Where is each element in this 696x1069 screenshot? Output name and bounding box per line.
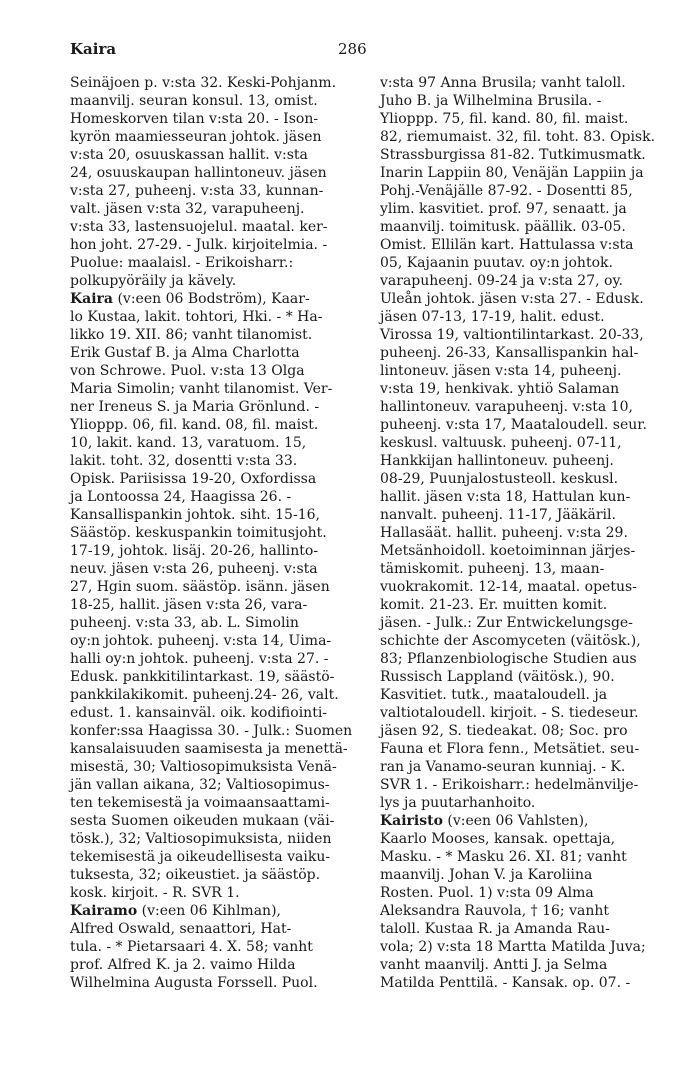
text-line: Alfred Oswald, senaattori, Hat- [70,921,292,937]
text-line: pankkilakikomit. puheenj.24- 26, valt. [70,687,339,703]
entry-headword: Kairisto [380,813,443,829]
text-line: Masku. - * Masku 26. XI. 81; vanht [380,849,627,865]
text-line: Säästöp. keskuspankin toimitusjoht. [70,525,327,541]
text-line: Kasvitiet. tutk., maataloudell. ja [380,687,608,703]
text-line: 24, osuuskaupan hallintoneuv. jäsen [70,165,327,181]
text-line: lakit. toht. 32, dosentti v:sta 33. [70,453,298,469]
text-line: Pohj.-Venäjälle 87-92. - Dosentti 85, [380,183,633,199]
entry-headword: Kaira [70,291,114,307]
text-line: Maria Simolin; vanht tilanomist. Ver- [70,381,333,397]
text-line: oy:n johtok. puheenj. v:sta 14, Uima- [70,633,332,649]
right-column [380,74,682,992]
text-line: 83; Pflanzenbiologische Studien aus [380,651,637,667]
text-line: kansalaisuuden saamisesta ja menettä- [70,741,348,757]
text-line: lintoneuv. jäsen v:sta 14, puheenj. [380,363,622,379]
text-line: maanvilj. toimitusk. päällik. 03-05. [380,219,626,235]
text-line: 27, Hgin suom. säästöp. isänn. jäsen [70,579,330,595]
text-line: ja Lontoossa 24, Haagissa 26. - [70,489,292,505]
text-line: valt. jäsen v:sta 32, varapuheenj. [70,201,305,217]
text-line: vola; 2) v:sta 18 Martta Matilda Juva; [380,939,646,955]
text-line: Russisch Lappland (väitösk.), 90. [380,669,615,685]
text-line: jän vallan aikana, 32; Valtiosopimus- [70,777,330,793]
text-line: konfer:ssa Haagissa 30. - Julk.: Suomen [70,723,353,739]
text-line: prof. Alfred K. ja 2. vaimo Hilda [70,957,296,973]
text-line: lys ja puutarhanhoito. [380,795,536,811]
text-line: puheenj. v:sta 17, Maataloudell. seur. [380,417,647,433]
text-line: kyrön maamiesseuran johtok. jäsen [70,129,322,145]
text-line: lo Kustaa, lakit. tohtori, Hki. - * Ha- [70,309,323,325]
text-line: 08-29, Puunjalostusteoll. keskusl. [380,471,619,487]
text-line: tekemisestä ja oikeudellisesta vaiku- [70,849,331,865]
text-line: Kansallispankin johtok. siht. 15-16, [70,507,320,523]
text-line: tuksesta, 32; oikeustiet. ja säästöp. [70,867,321,883]
entry-headword: Kairamo [70,903,138,919]
text-line: ylim. kasvitiet. prof. 97, senaatt. ja [380,201,627,217]
running-head: Kaira [70,40,117,58]
text-line: Kaarlo Mooses, kansak. opettaja, [380,831,616,847]
text-line: Metsänhoidoll. koetoiminnan järjes- [380,543,636,559]
text-line: SVR 1. - Erikoisharr.: hedelmänvilje- [380,777,639,793]
text-line: misestä, 30; Valtiosopimuksista Venä- [70,759,337,775]
text-line: puheenj. 26-33, Kansallispankin hal- [380,345,639,361]
text-line: Seinäjoen p. v:sta 32. Keski-Pohjanm. [70,75,337,91]
text-line: ten tekemisestä ja voimaansaattami- [70,795,330,811]
text-line: taloll. Kustaa R. ja Amanda Rau- [380,921,610,937]
text-line: v:sta 97 Anna Brusila; vanht taloll. [380,75,626,91]
text-line: maanvilj. Johan V. ja Karoliina [380,867,593,883]
text-line: sesta Suomen oikeuden mukaan (väi- [70,813,335,829]
text-line: jäsen. - Julk.: Zur Entwickelungsge- [380,615,633,631]
text-line: Ylioppp. 06, fil. kand. 08, fil. maist. [70,417,319,433]
text-line: ner Ireneus S. ja Maria Grönlund. - [70,399,320,415]
text-line: komit. 21-23. Er. muitten komit. [380,597,608,613]
text-line: vuokrakomit. 12-14, maatal. opetus- [380,579,637,595]
page-header [70,40,682,66]
text-line: likko 19. XII. 86; vanht tilanomist. [70,327,313,343]
page-number: 286 [338,40,367,58]
text-line: Kairamo (v:een 06 Kihlman), [70,903,281,919]
text-line: Wilhelmina Augusta Forssell. Puol. [70,975,318,991]
text-line: Opisk. Pariisissa 19-20, Oxfordissa [70,471,317,487]
text-line: Hankkijan hallintoneuv. puheenj. [380,453,614,469]
text-line: valtiotaloudell. kirjoit. - S. tiedeseur. [380,705,639,721]
text-line: Uleån johtok. jäsen v:sta 27. - Edusk. [380,291,644,307]
text-line: maanvilj. seuran konsul. 13, omist. [70,93,318,109]
text-line: 10, lakit. kand. 13, varatuom. 15, [70,435,307,451]
text-line: tula. - * Pietarsaari 4. X. 58; vanht [70,939,313,955]
text-line: 05, Kajaanin puutav. oy:n johtok. [380,255,613,271]
text-line: 18-25, hallit. jäsen v:sta 26, vara- [70,597,308,613]
text-line: puheenj. v:sta 33, ab. L. Simolin [70,615,299,631]
text-line: hon joht. 27-29. - Julk. kirjoitelmia. - [70,237,328,253]
text-line: 82, riemumaist. 32, fil. toht. 83. Opisk. [380,129,656,145]
text-line: nanvalt. puheenj. 11-17, Jääkäril. [380,507,616,523]
text-line: varapuheenj. 09-24 ja v:sta 27, oy. [380,273,623,289]
text-line: neuv. jäsen v:sta 26, puheenj. v:sta [70,561,318,577]
text-line: v:sta 33, lastensuojelul. maatal. ker- [70,219,328,235]
text-line: Matilda Penttilä. - Kansak. op. 07. - [380,975,631,991]
text-line: Ylioppp. 75, fil. kand. 80, fil. maist. [380,111,629,127]
text-line: ran ja Vanamo-seuran kunniaj. - K. [380,759,626,775]
text-line: v:sta 20, osuuskassan hallit. v:sta [70,147,308,163]
text-line: schichte der Ascomyceten (väitösk.), [380,633,641,649]
text-line: halli oy:n johtok. puheenj. v:sta 27. - [70,651,329,667]
text-line: edust. 1. kansainväl. oik. kodifiointi- [70,705,328,721]
text-line: Erik Gustaf B. ja Alma Charlotta [70,345,300,361]
text-line: jäsen 07-13, 17-19, halit. edust. [380,309,605,325]
text-line: polkupyöräily ja kävely. [70,273,237,289]
text-line: v:sta 27, puheenj. v:sta 33, kunnan- [70,183,324,199]
left-column [70,74,370,992]
text-line: Hallasäät. hallit. puheenj. v:sta 29. [380,525,628,541]
text-line: hallintoneuv. varapuheenj. v:sta 10, [380,399,633,415]
text-line: 17-19, johtok. lisäj. 20-26, hallinto- [70,543,319,559]
text-line: Homeskorven tilan v:sta 20. - Ison- [70,111,319,127]
text-line: hallit. jäsen v:sta 18, Hattulan kun- [380,489,631,505]
text-line: kosk. kirjoit. - R. SVR 1. [70,885,240,901]
text-line: tämiskomit. puheenj. 13, maan- [380,561,605,577]
text-line: Juho B. ja Wilhelmina Brusila. - [380,93,602,109]
text-line: Fauna et Flora fenn., Metsätiet. seu- [380,741,640,757]
text-line: Rosten. Puol. 1) v:sta 09 Alma [380,885,594,901]
text-line: Kaira (v:een 06 Bodström), Kaar- [70,291,310,307]
text-line: Inarin Lappiin 80, Venäjän Lappiin ja [380,165,644,181]
text-line: Edusk. pankkitilintarkast. 19, säästö- [70,669,335,685]
text-line: tösk.), 32; Valtiosopimuksista, niiden [70,831,332,847]
text-line: Puolue: maalaisl. - Erikoisharr.: [70,255,294,271]
text-line: vanht maanvilj. Antti J. ja Selma [380,957,608,973]
text-line: Strassburgissa 81-82. Tutkimusmatk. [380,147,646,163]
text-line: Virossa 19, valtiontilintarkast. 20-33, [380,327,644,343]
text-line: jäsen 92, S. tiedeakat. 08; Soc. pro [380,723,628,739]
text-line: von Schrowe. Puol. v:sta 13 Olga [70,363,305,379]
text-line: Kairisto (v:een 06 Vahlsten), [380,813,589,829]
text-line: v:sta 19, henkivak. yhtiö Salaman [380,381,620,397]
text-line: keskusl. valtuusk. puheenj. 07-11, [380,435,622,451]
text-line: Aleksandra Rauvola, † 16; vanht [380,903,609,919]
text-line: Omist. Ellilän kart. Hattulassa v:sta [380,237,634,253]
